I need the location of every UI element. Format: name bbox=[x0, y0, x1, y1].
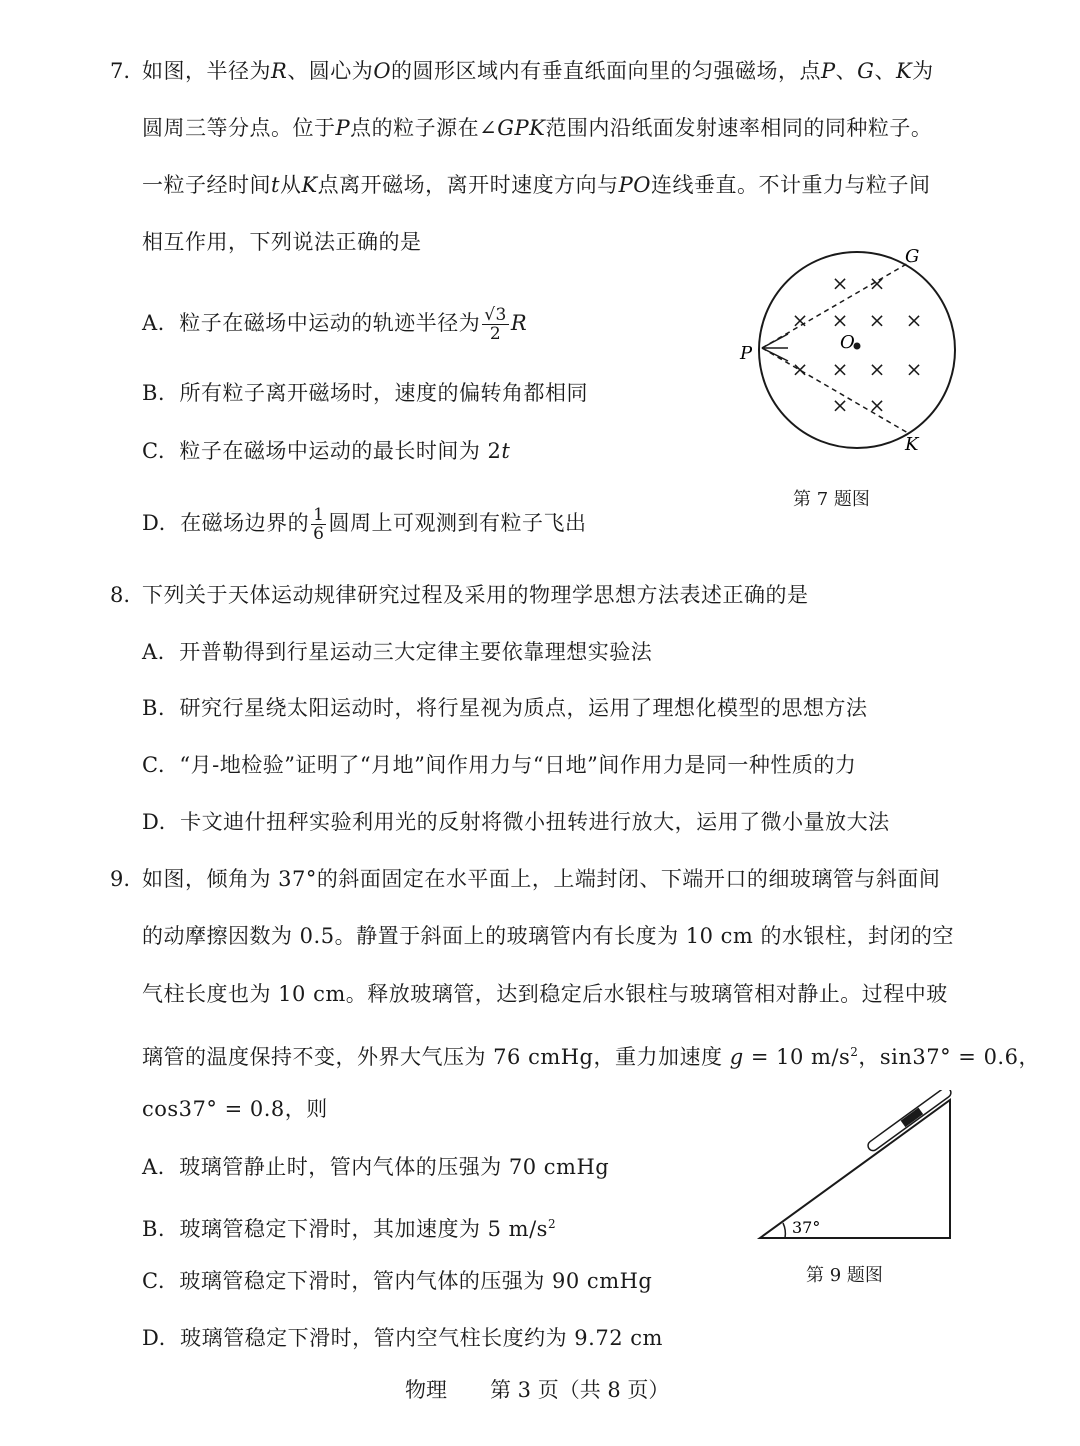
q7-option-a: A. 粒子在磁场中运动的轨迹半径为 $\frac{√3}{2}$ R bbox=[142, 305, 528, 344]
q9-option-a: A. 玻璃管静止时，管内气体的压强为 70 cmHg bbox=[142, 1155, 610, 1179]
q9-stem-line5: cos37° = 0.8，则 bbox=[142, 1097, 328, 1121]
q7-option-b: B. 所有粒子离开磁场时，速度的偏转角都相同 bbox=[142, 381, 588, 405]
cross-2: × bbox=[868, 271, 886, 295]
glass-tube bbox=[866, 1090, 953, 1153]
q7-stem-line2: 圆周三等分点。位于P点的粒子源在∠GPK范围内沿纸面发射速率相同的同种粒子。 bbox=[142, 116, 933, 140]
q7-number: 7. bbox=[110, 59, 131, 83]
q9-option-d: D. 玻璃管稳定下滑时，管内空气柱长度约为 9.72 cm bbox=[142, 1326, 663, 1350]
q7-stem-line3: 一粒子经时间t从K点离开磁场，离开时速度方向与PO连线垂直。不计重力与粒子间 bbox=[142, 173, 931, 197]
incline-triangle bbox=[760, 1100, 950, 1238]
q9-stem-line4: 璃管的温度保持不变，外界大气压为 76 cmHg，重力加速度 g = 10 $m/s^2$，sin37° = 0.6， bbox=[142, 1045, 1040, 1069]
particle-arrows bbox=[762, 334, 788, 361]
angle-label: 37° bbox=[792, 1218, 821, 1237]
q9-number: 9. bbox=[110, 867, 131, 891]
label-o: O bbox=[840, 332, 855, 353]
cross-6: × bbox=[905, 308, 923, 332]
cross-7: × bbox=[791, 357, 809, 381]
q9-stem-line3: 气柱长度也为 10 cm。释放玻璃管，达到稳定后水银柱与玻璃管相对静止。过程中玻 bbox=[142, 982, 948, 1006]
angle-arc bbox=[783, 1223, 785, 1238]
q7-figure bbox=[730, 240, 970, 470]
footer-page-number: 第 3 页（共 8 页） bbox=[490, 1378, 670, 1402]
cross-1: × bbox=[831, 271, 849, 295]
q7-option-a-fraction: $\frac{√3}{2}$ bbox=[484, 305, 507, 344]
q7-option-d-fraction: $\frac{1}{6}$ bbox=[313, 505, 325, 544]
q9-stem-line2: 的动摩擦因数为 0.5。静置于斜面上的玻璃管内有长度为 10 cm 的水银柱，封闭的空 bbox=[142, 924, 954, 948]
cross-9: × bbox=[868, 357, 886, 381]
cross-3: × bbox=[791, 308, 809, 332]
cross-5: × bbox=[868, 308, 886, 332]
q9-option-b: B. 玻璃管稳定下滑时，其加速度为 5 $m/s^2$ bbox=[142, 1217, 557, 1241]
q9-stem-line1: 如图，倾角为 37°的斜面固定在水平面上，上端封闭、下端开口的细玻璃管与斜面间 bbox=[142, 867, 941, 891]
q7-stem-line4: 相互作用，下列说法正确的是 bbox=[142, 230, 422, 254]
cross-10: × bbox=[905, 357, 923, 381]
q7-option-d: D. 在磁场边界的 $\frac{1}{6}$ 圆周上可观测到有粒子飞出 bbox=[142, 505, 587, 544]
q8-stem: 下列关于天体运动规律研究过程及采用的物理学思想方法表述正确的是 bbox=[142, 583, 809, 607]
cross-4: × bbox=[831, 308, 849, 332]
q8-number: 8. bbox=[110, 583, 131, 607]
q8-option-a: A. 开普勒得到行星运动三大定律主要依靠理想实验法 bbox=[142, 640, 653, 664]
q9-figure bbox=[750, 1090, 960, 1250]
q7-figure-caption: 第 7 题图 bbox=[793, 489, 870, 510]
label-k: K bbox=[905, 434, 919, 455]
cross-11: × bbox=[831, 393, 849, 417]
q9-figure-caption: 第 9 题图 bbox=[806, 1265, 883, 1286]
q8-option-b: B. 研究行星绕太阳运动时，将行星视为质点，运用了理想化模型的思想方法 bbox=[142, 696, 868, 720]
q8-option-c: C. “月-地检验”证明了“月地”间作用力与“日地”间作用力是同一种性质的力 bbox=[142, 753, 857, 777]
q7-stem-line1: 如图，半径为R、圆心为O的圆形区域内有垂直纸面向里的匀强磁场，点P、G、K为 bbox=[142, 59, 934, 83]
q8-option-d: D. 卡文迪什扭秤实验利用光的反射将微小扭转进行放大，运用了微小量放大法 bbox=[142, 810, 890, 834]
label-p: P bbox=[740, 343, 753, 364]
label-g: G bbox=[905, 246, 920, 267]
cross-8: × bbox=[831, 357, 849, 381]
q9-option-c: C. 玻璃管稳定下滑时，管内气体的压强为 90 cmHg bbox=[142, 1269, 653, 1293]
q7-option-c: C. 粒子在磁场中运动的最长时间为 2t bbox=[142, 439, 511, 463]
cross-12: × bbox=[868, 393, 886, 417]
footer-subject: 物理 bbox=[405, 1378, 447, 1402]
